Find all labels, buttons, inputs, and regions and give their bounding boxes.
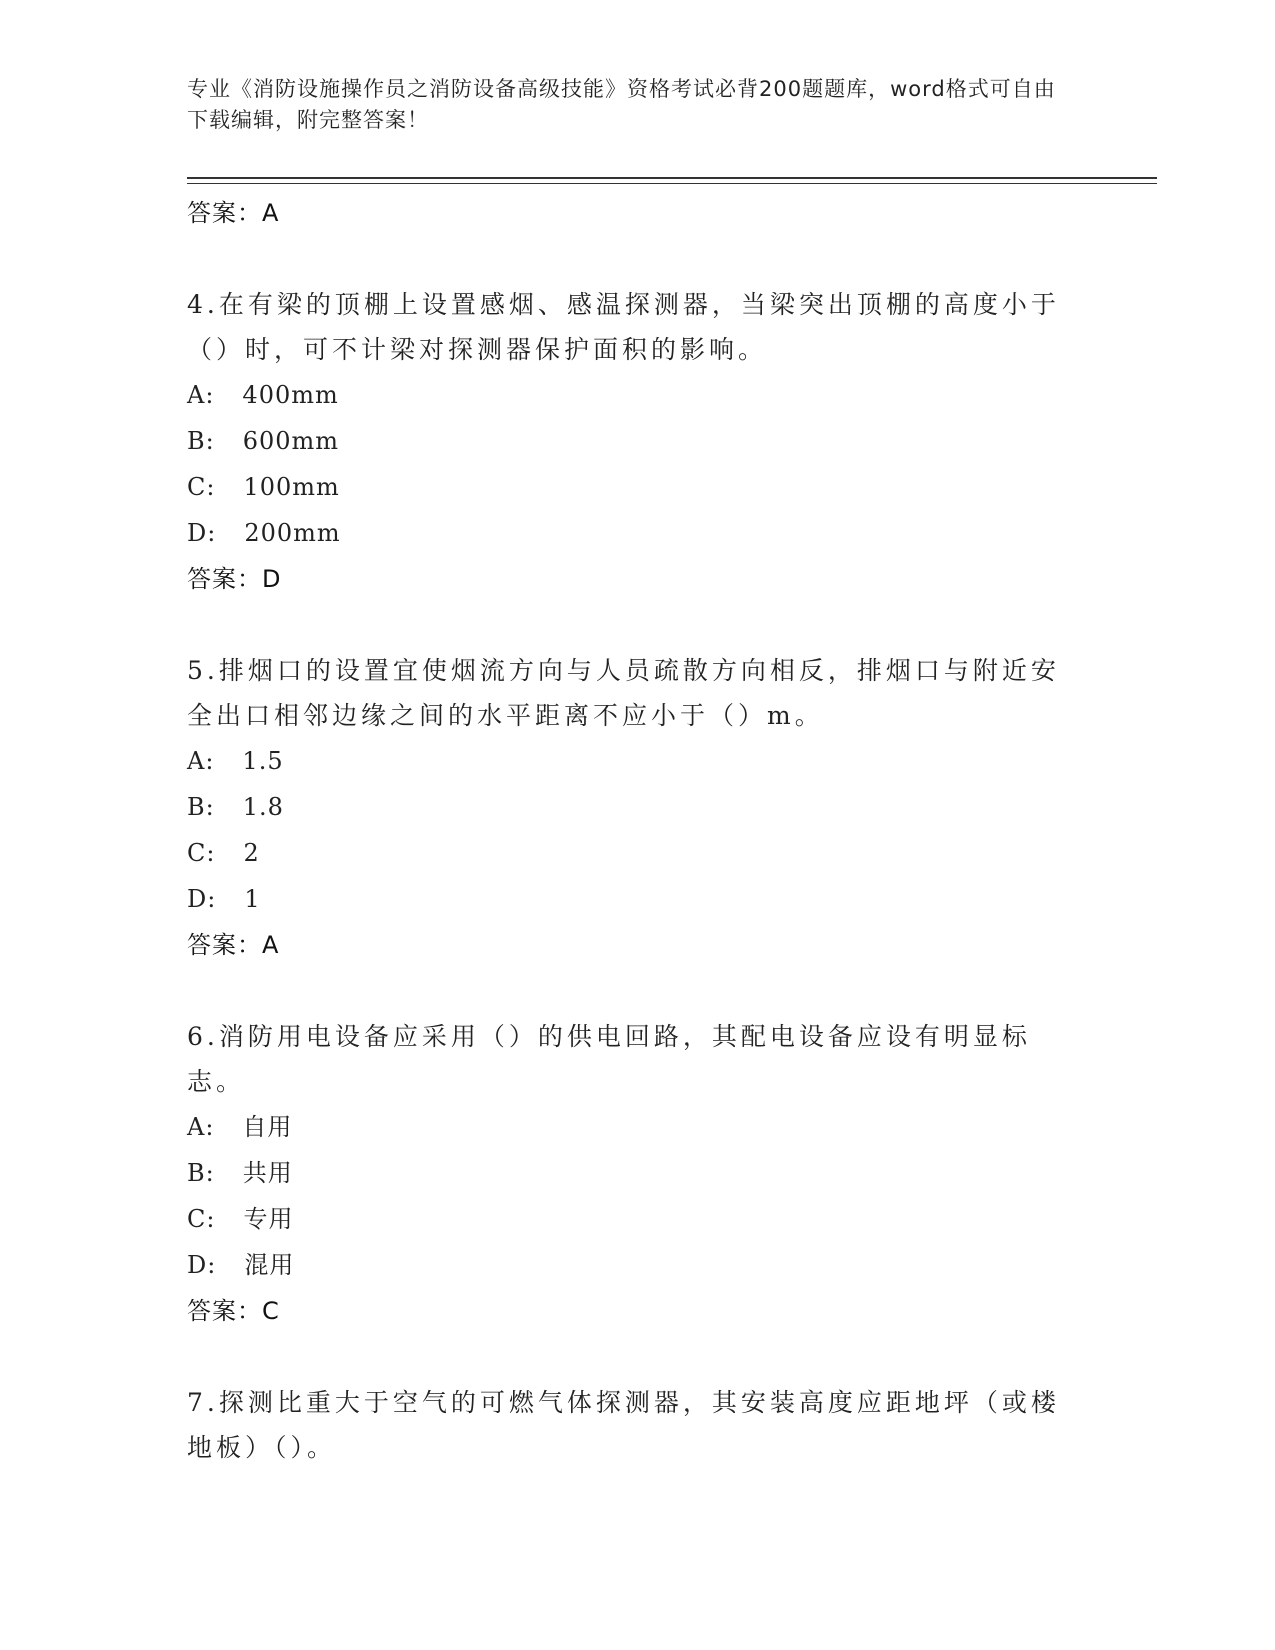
spacer [187, 1334, 1067, 1380]
question-text: 5.排烟口的设置宜使烟流方向与人员疏散方向相反，排烟口与附近安全出口相邻边缘之间的水平距离不应小于（）m。 [187, 656, 1060, 730]
option-b [187, 784, 1067, 830]
option-key: D: [187, 519, 217, 547]
option-key: D: [187, 885, 217, 913]
question-list [187, 190, 1067, 1470]
document-header: 专业《消防设施操作员之消防设备高级技能》资格考试必背200题题库，word格式可自由下载编辑，附完整答案！ [187, 77, 1056, 132]
answer-line: 答案：A [187, 199, 280, 227]
header-divider-thin [187, 183, 1157, 184]
option-d [187, 1242, 1067, 1288]
option-d [187, 876, 1067, 922]
question-text: 7.探测比重大于空气的可燃气体探测器，其安装高度应距地坪（或楼地板）（）。 [187, 1388, 1060, 1462]
option-value: 自用 [242, 1113, 293, 1141]
option-a [187, 372, 1067, 418]
option-b [187, 418, 1067, 464]
question-block [187, 282, 1067, 602]
option-value: 2 [243, 839, 260, 867]
option-a [187, 1104, 1067, 1150]
question-block [187, 1014, 1067, 1334]
option-key: B: [187, 793, 215, 821]
option-value: 混用 [244, 1251, 295, 1279]
question-block [187, 1380, 1067, 1470]
option-key: A: [187, 381, 215, 409]
option-key: B: [187, 427, 215, 455]
option-value: 400mm [242, 381, 339, 409]
option-value: 1.8 [242, 793, 284, 821]
option-value: 1.5 [242, 747, 284, 775]
spacer [187, 968, 1067, 1014]
answer-line: 答案：A [187, 931, 280, 959]
option-c [187, 464, 1067, 510]
option-key: C: [187, 839, 216, 867]
spacer [187, 236, 1067, 282]
option-key: C: [187, 473, 216, 501]
option-b [187, 1150, 1067, 1196]
question-text: 6.消防用电设备应采用（）的供电回路，其配电设备应设有明显标志。 [187, 1022, 1031, 1096]
answer-line: 答案：C [187, 1297, 280, 1325]
spacer [187, 602, 1067, 648]
option-key: A: [187, 747, 215, 775]
question-block [187, 648, 1067, 968]
option-value: 100mm [243, 473, 340, 501]
question-text: 4.在有梁的顶棚上设置感烟、感温探测器，当梁突出顶棚的高度小于（）时，可不计梁对探测器保护面积的影响。 [187, 290, 1060, 364]
option-value: 共用 [242, 1159, 293, 1187]
option-d [187, 510, 1067, 556]
option-key: C: [187, 1205, 216, 1233]
option-key: A: [187, 1113, 215, 1141]
option-value: 专用 [243, 1205, 294, 1233]
option-c [187, 1196, 1067, 1242]
option-value: 200mm [244, 519, 341, 547]
header-divider-thick [187, 177, 1157, 179]
option-a [187, 738, 1067, 784]
answer-line: 答案：D [187, 565, 282, 593]
option-c [187, 830, 1067, 876]
option-value: 1 [244, 885, 261, 913]
option-key: D: [187, 1251, 217, 1279]
option-key: B: [187, 1159, 215, 1187]
option-value: 600mm [242, 427, 340, 455]
